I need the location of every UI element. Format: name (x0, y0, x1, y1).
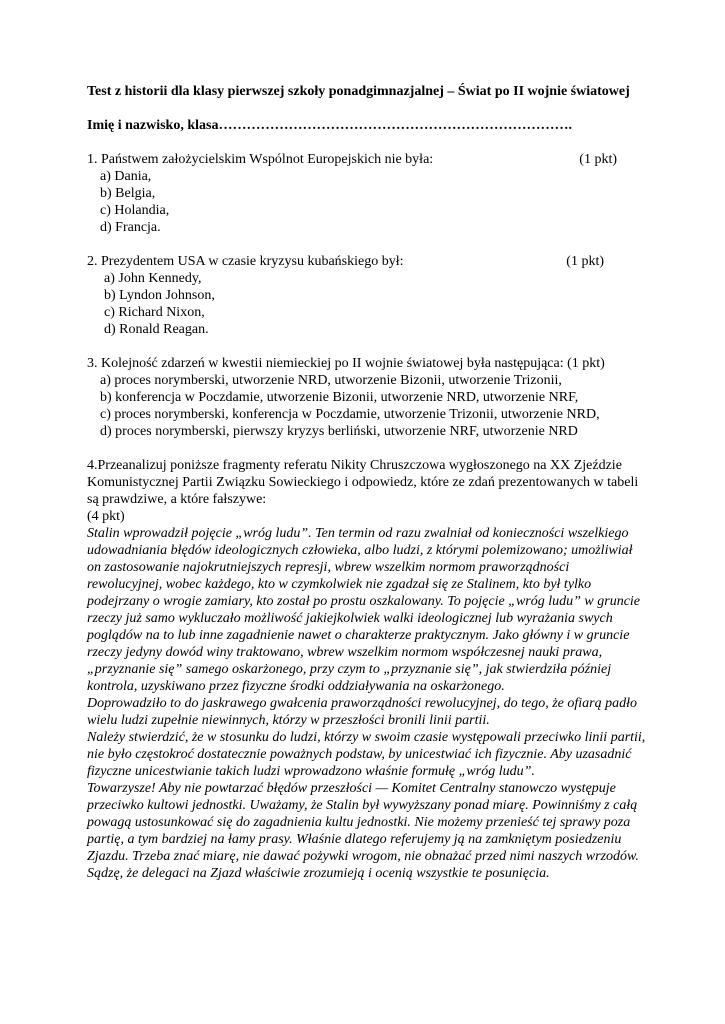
question-3-options (87, 372, 647, 440)
answer-option: d) Ronald Reagan. (104, 322, 209, 337)
answer-option: a) Dania, (100, 169, 152, 184)
answer-option: a) John Kennedy, (104, 271, 202, 286)
question-3 (87, 355, 647, 440)
question-2 (87, 253, 647, 338)
test-title: Test z historii dla klasy pierwszej szkoły ponadgimnazjalnej – Świat po II wojnie światowej (87, 84, 630, 99)
excerpt-paragraph: Należy stwierdzić, że w stosunku do ludzi, którzy w swoim czasie występowali przeciwko linii partii, nie było częstokroć dostatecznie poważnych podstaw, by unicestwiać ich fizycznie. Aby uzasadnić fizyczne unicestwianie takich ludzi wprowadzono właśnie formułę „wróg ludu”. (87, 730, 646, 779)
document-page (87, 83, 647, 882)
question-4-points: (4 pkt) (87, 509, 125, 524)
question-1-options (87, 168, 647, 236)
answer-option: b) konferencja w Poczdamie, utworzenie Bizonii, utworzenie NRD, utworzenie NRF, (100, 390, 579, 405)
question-3-text: 3. Kolejność zdarzeń w kwestii niemieckiej po II wojnie światowej była następująca: (1 pkt) (87, 356, 605, 371)
question-2-options (87, 270, 647, 338)
name-class-field: Imię i nazwisko, klasa…………………………………………………………………. (87, 118, 572, 133)
khrushchev-speech-excerpt (87, 525, 647, 882)
answer-option: a) proces norymberski, utworzenie NRD, utworzenie Bizonii, utworzenie Trizonii, (100, 373, 562, 388)
question-1-points: (1 pkt) (579, 152, 617, 167)
question-4-text: 4.Przeanalizuj poniższe fragmenty referatu Nikity Chruszczowa wygłoszonego na XX Zjeździe Komunistycznej Partii Związku Sowieckiego i odpowiedz, które ze zdań prezentowanych w tabeli są prawdziwe, a które fałszywe: (87, 458, 639, 507)
answer-option: b) Belgia, (100, 186, 156, 201)
question-1-text: 1. Państwem założycielskim Wspólnot Europejskich nie była: (87, 152, 434, 167)
excerpt-paragraph: Stalin wprowadził pojęcie „wróg ludu”. Ten termin od razu zwalniał od konieczności wszelkiego udowadniania błędów ideologicznych człowieka, albo ludzi, z którymi polemizowano; umożliwiał on zastosowanie najokrutniejszych represji, wbrew wszelkim normom praworządności rewolucyjnej, wobec każdego, kto w czymkolwiek nie zgadzał się ze Stalinem, kto był tylko podejrzany o wrogie zamiary, kto został po prostu oszkalowany. To pojęcie „wróg ludu” w gruncie rzeczy już samo wykluczało możliwość jakiejkolwiek walki ideologicznej lub wyrażania swych poglądów na to lub inne zagadnienie nawet o charakterze praktycznym. Jako główny i w gruncie rzeczy jedyny dowód winy traktowano, wbrew wszelkim normom współczesnej nauki prawa, „przyznanie się” samego oskarżonego, przy czym to „przyznanie się”, jak stwierdziła później kontrola, uzyskiwano przez fizyczne środki oddziaływania na oskarżonego. (87, 526, 641, 694)
answer-option: c) proces norymberski, konferencja w Poczdamie, utworzenie Trizonii, utworzenie NRD, (100, 407, 600, 422)
answer-option: d) Francja. (100, 220, 161, 235)
excerpt-paragraph: Doprowadziło to do jaskrawego gwałcenia praworządności rewolucyjnej, do tego, że ofiarą padło wielu ludzi zupełnie niewinnych, którzy w przeszłości bronili linii partii. (87, 696, 637, 728)
question-2-points: (1 pkt) (566, 254, 604, 269)
answer-option: d) proces norymberski, pierwszy kryzys berliński, utworzenie NRF, utworzenie NRD (100, 424, 578, 439)
question-1 (87, 151, 647, 236)
excerpt-paragraph: Towarzysze! Aby nie powtarzać błędów przeszłości — Komitet Centralny stanowczo występuje przeciwko kultowi jednostki. Uważamy, że Stalin był wywyższany ponad miarę. Powinniśmy z całą powagą ustosunkować się do zagadnienia kultu jednostki. Nie możemy przenieść tej sprawy poza partię, a tym bardziej na łamy prasy. Właśnie dlatego referujemy ją na zamkniętym posiedzeniu Zjazdu. Trzeba znać miarę, nie dawać pożywki wrogom, nie obnażać przed nimi naszych wrzodów. Sądzę, że delegaci na Zjazd właściwie zrozumieją i ocenią wszystkie te posunięcia. (87, 781, 639, 881)
question-2-text: 2. Prezydentem USA w czasie kryzysu kubańskiego był: (87, 254, 404, 269)
answer-option: b) Lyndon Johnson, (104, 288, 215, 303)
question-4 (87, 457, 647, 882)
answer-option: c) Holandia, (100, 203, 170, 218)
answer-option: c) Richard Nixon, (104, 305, 205, 320)
